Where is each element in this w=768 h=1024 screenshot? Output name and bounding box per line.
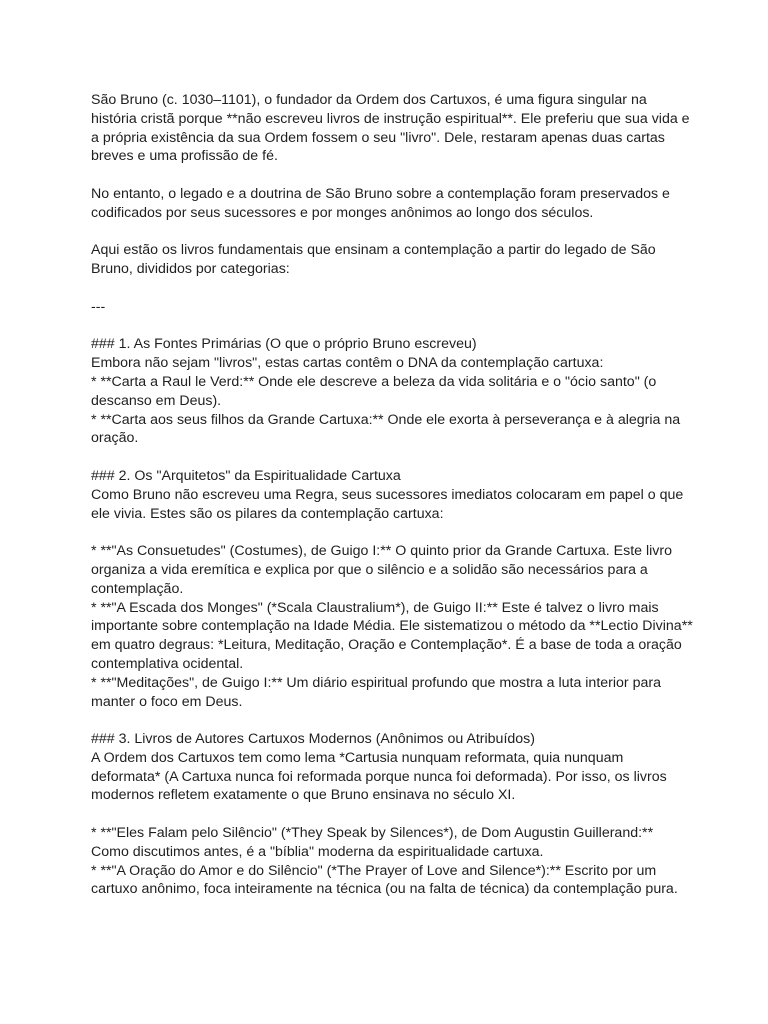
list-item-line: * **"As Consuetudes" (Costumes), de Guigo I:** O quinto prior da Grande Cartuxa. Este livro (91, 543, 673, 560)
text-line: codificados por seus sucessores e por monges anônimos ao longo dos séculos. (91, 204, 594, 221)
section-2 (91, 467, 686, 523)
legacy-paragraph (91, 185, 686, 223)
list-item-line: * **Carta aos seus filhos da Grande Cartuxa:** Onde ele exorta à perseverança e à alegria na (91, 411, 681, 428)
list-item-line: importante sobre contemplação na Idade Média. Ele sistematizou o método da **Lectio Divina** (91, 618, 693, 635)
list-item-line: em quatro degraus: *Leitura, Meditação, Oração e Contemplação*. É a base de toda a oração (91, 637, 682, 654)
text-line: A Ordem dos Cartuxos tem como lema *Cartusia nunquam reformata, quia nunquam (91, 749, 624, 766)
section-2-list (91, 542, 693, 711)
list-item-line: Como discutimos antes, é a "bíblia" moderna da espiritualidade cartuxa. (91, 843, 544, 860)
section-heading: ### 2. Os "Arquitetos" da Espiritualidade Cartuxa (91, 467, 401, 484)
document-body (91, 91, 693, 899)
separator-text: --- (91, 298, 106, 315)
list-item-line: contemplativa ocidental. (91, 655, 244, 672)
list-item-line: contemplação. (91, 580, 184, 597)
list-item-line: organiza a vida eremítica e explica por que o silêncio e a solidão são necessários para a (91, 561, 648, 578)
text-line: Aqui estão os livros fundamentais que ensinam a contemplação a partir do legado de São (91, 242, 656, 259)
list-item-line: * **"A Escada dos Monges" (*Scala Claustralium*), de Guigo II:** Este é talvez o livro mais (91, 599, 659, 616)
text-line: Embora não sejam "livros", estas cartas contêm o DNA da contemplação cartuxa: (91, 355, 604, 372)
separator-line (91, 298, 686, 317)
text-line: história cristã porque **não escreveu livros de instrução espiritual**. Ele preferiu que sua vida e (91, 110, 690, 127)
text-line: modernos refletem exatamente o que Bruno ensinava no século XI. (91, 787, 516, 804)
list-item-line: * **"Meditações", de Guigo I:** Um diário espiritual profundo que mostra a luta interior para (91, 674, 661, 691)
section-1 (91, 335, 686, 448)
list-item-line: manter o foco em Deus. (91, 693, 243, 710)
list-item-line: * **"A Oração do Amor e do Silêncio" (*The Prayer of Love and Silence*):** Escrito por um (91, 862, 657, 879)
text-line: breves e uma profissão de fé. (91, 148, 278, 165)
section-heading: ### 3. Livros de Autores Cartuxos Modernos (Anônimos ou Atribuídos) (91, 731, 535, 748)
list-item-line: oração. (91, 430, 139, 447)
intro-paragraph (91, 91, 690, 166)
text-line: deformata* (A Cartuxa nunca foi reformada porque nunca foi deformada). Por isso, os livros (91, 768, 667, 785)
text-line: Bruno, divididos por categorias: (91, 261, 290, 278)
text-line: ele vivia. Estes são os pilares da contemplação cartuxa: (91, 505, 444, 522)
section-heading: ### 1. As Fontes Primárias (O que o próprio Bruno escreveu) (91, 336, 477, 353)
text-line: a própria existência da sua Ordem fossem o seu "livro". Dele, restaram apenas duas cartas (91, 129, 665, 146)
books-intro-paragraph (91, 241, 686, 279)
text-line: Como Bruno não escreveu uma Regra, seus sucessores imediatos colocaram em papel o que (91, 486, 684, 503)
text-line: São Bruno (c. 1030–1101), o fundador da Ordem dos Cartuxos, é uma figura singular na (91, 92, 647, 108)
list-item-line: cartuxo anônimo, foca inteiramente na técnica (ou na falta de técnica) da contemplação pura. (91, 881, 678, 898)
text-line: No entanto, o legado e a doutrina de São Bruno sobre a contemplação foram preservados e (91, 185, 670, 202)
list-item-line: * **Carta a Raul le Verd:** Onde ele descreve a beleza da vida solitária e o "ócio santo" (o (91, 373, 657, 390)
section-3-list (91, 824, 686, 899)
section-3 (91, 730, 686, 805)
list-item-line: descanso em Deus). (91, 392, 222, 409)
list-item-line: * **"Eles Falam pelo Silêncio" (*They Speak by Silences*), de Dom Augustin Guillerand:** (91, 825, 654, 842)
